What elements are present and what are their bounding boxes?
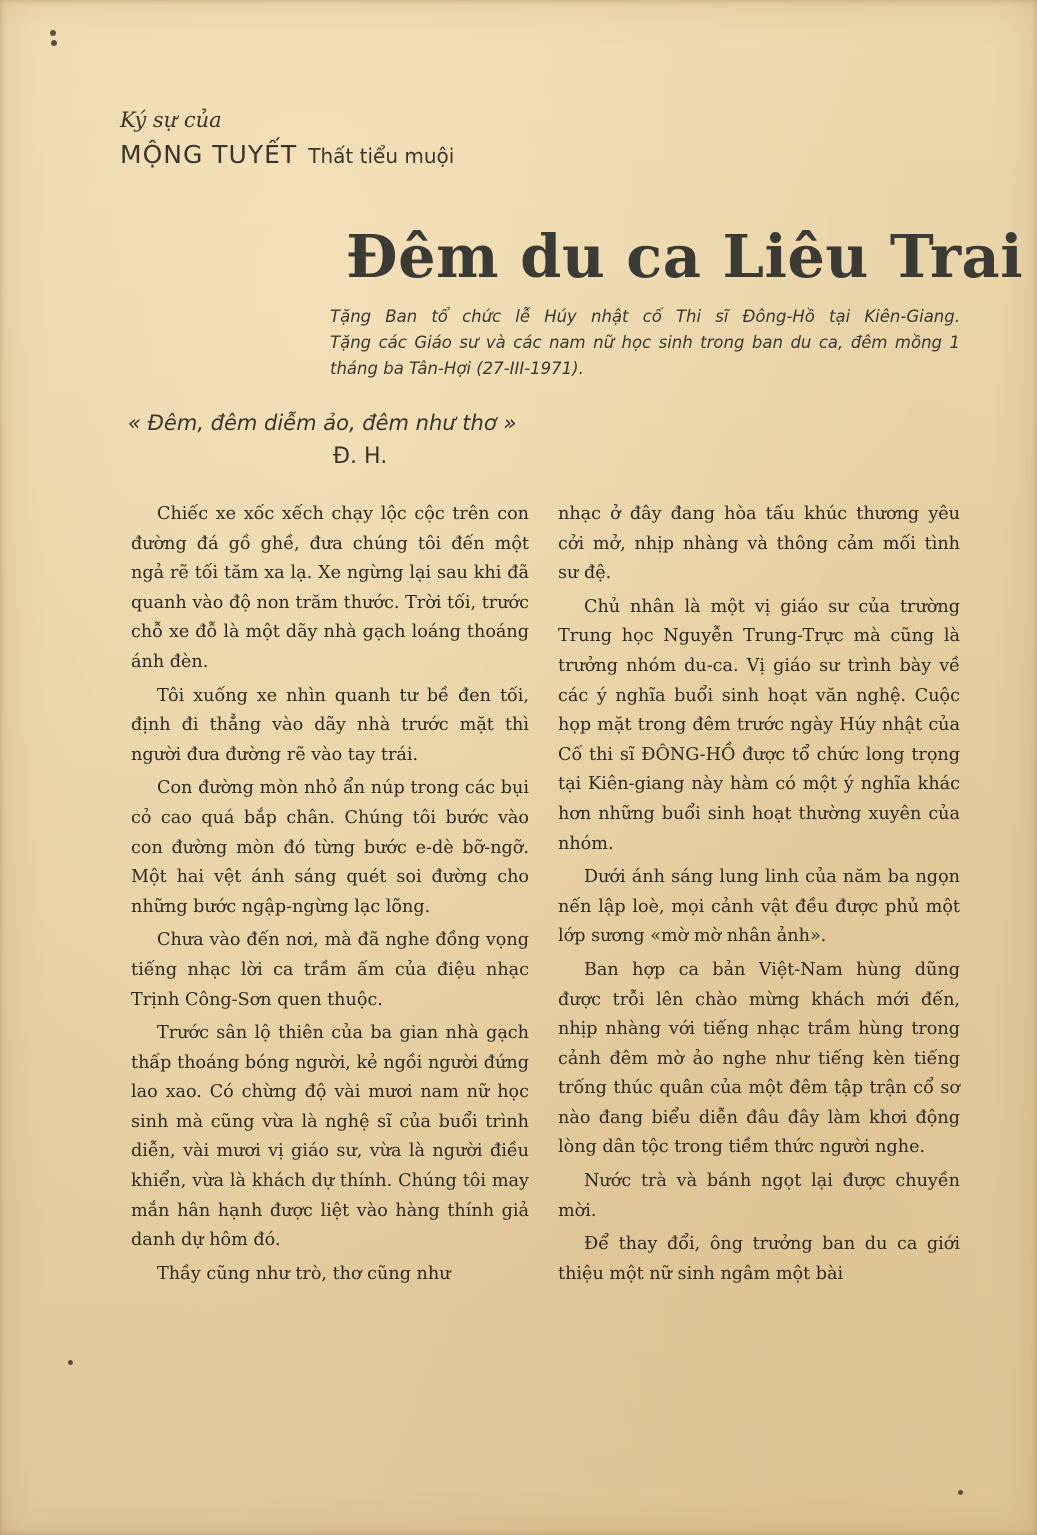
ink-speck <box>68 1360 73 1365</box>
paragraph: Chiếc xe xốc xếch chạy lộc cộc trên con đường đá gồ ghề, đưa chúng tôi đến một ngả rẽ tối tăm xa lạ. Xe ngừng lại sau khi đã quanh vào độ non trăm thước. Trời tối, trước chỗ xe đỗ là một dãy nhà gạch loáng thoáng ánh đèn. <box>131 504 529 672</box>
paragraph: Chưa vào đến nơi, mà đã nghe đồng vọng tiếng nhạc lời ca trầm ấm của điệu nhạc Trịnh Công-Sơn quen thuộc. <box>131 930 529 1010</box>
paragraph: nhạc ở đây đang hòa tấu khúc thương yêu cởi mở, nhịp nhàng và thông cảm mối tình sư đệ. <box>558 504 960 584</box>
right-column <box>558 500 960 1293</box>
ink-speck <box>50 30 56 36</box>
paragraph: Để thay đổi, ông trưởng ban du ca giới thiệu một nữ sinh ngâm một bài <box>558 1234 960 1284</box>
dedication-line: Tặng các Giáo sư và các nam nữ học sinh trong ban du ca, đêm mồng 1 tháng ba Tân-Hợi (27-III-1971). <box>330 333 960 378</box>
left-column <box>131 500 529 1293</box>
paragraph: Chủ nhân là một vị giáo sư của trường Trung học Nguyễn Trung-Trực mà cũng là trưởng nhóm du-ca. Vị giáo sư trình bày về các ý nghĩa buổi sinh hoạt văn nghệ. Cuộc họp mặt trong đêm trước ngày Húy nhật của Cố thi sĩ ĐÔNG-HỒ được tổ chức long trọng tại Kiên-giang này hàm có một ý nghĩa khác hơn những buổi sinh hoạt thường xuyên của nhóm. <box>558 596 960 854</box>
article-title: Đêm du ca Liêu Trai <box>346 222 1024 291</box>
author-line <box>120 140 454 169</box>
author-name: MỘNG TUYẾT <box>120 140 298 169</box>
dedication <box>330 304 960 382</box>
paragraph: Dưới ánh sáng lung linh của năm ba ngọn nến lập loè, mọi cảnh vật đều được phủ một lớp sương «mờ mờ nhân ảnh». <box>558 867 960 947</box>
paragraph: Nước trà và bánh ngọt lại được chuyền mời. <box>558 1171 960 1221</box>
paragraph: Thầy cũng như trò, thơ cũng như <box>157 1263 451 1284</box>
paragraph: Trước sân lộ thiên của ba gian nhà gạch thấp thoáng bóng người, kẻ ngồi người đứng lao xao. Có chừng độ vài mươi nam nữ học sinh mà cũng vừa là nghệ sĩ của buổi trình diễn, vài mươi vị giáo sư, vừa là người điều khiển, vừa là khách dự thính. Chúng tôi may mắn hân hạnh được liệt vào hàng thính giả danh dự hôm đó. <box>131 1023 529 1251</box>
author-pen-name: Thất tiểu muội <box>308 144 455 168</box>
paragraph: Con đường mòn nhỏ ẩn núp trong các bụi cỏ cao quá bắp chân. Chúng tôi bước vào con đường mòn đó từng bước e-dè bỡ-ngỡ. Một hai vệt ánh sáng quét soi đường cho những bước ngập-ngừng lạc lõng. <box>131 778 529 917</box>
dedication-line: Tặng Ban tổ chức lễ Húy nhật cố Thi sĩ Đông-Hồ tại Kiên-Giang. <box>330 307 960 326</box>
ink-speck <box>958 1490 963 1495</box>
paragraph: Tôi xuống xe nhìn quanh tư bề đen tối, định đi thẳng vào dãy nhà trước mặt thì người đưa đường rẽ vào tay trái. <box>131 685 529 765</box>
epigraph-quote: « Đêm, đêm diễm ảo, đêm như thơ » <box>128 411 517 435</box>
ink-speck <box>51 40 57 46</box>
paragraph: Ban hợp ca bản Việt-Nam hùng dũng được trỗi lên chào mừng khách mới đến, nhịp nhàng với tiếng nhạc trầm hùng trong cảnh đêm mờ ảo nghe như tiếng kèn tiếng trống thúc quân của một đêm tập trận cổ sơ nào đang biểu diễn đâu đây làm khơi động lòng dân tộc trong tiềm thức người nghe. <box>558 959 960 1158</box>
epigraph-signature: Đ. H. <box>333 444 388 469</box>
article-kicker: Ký sự của <box>120 108 222 132</box>
